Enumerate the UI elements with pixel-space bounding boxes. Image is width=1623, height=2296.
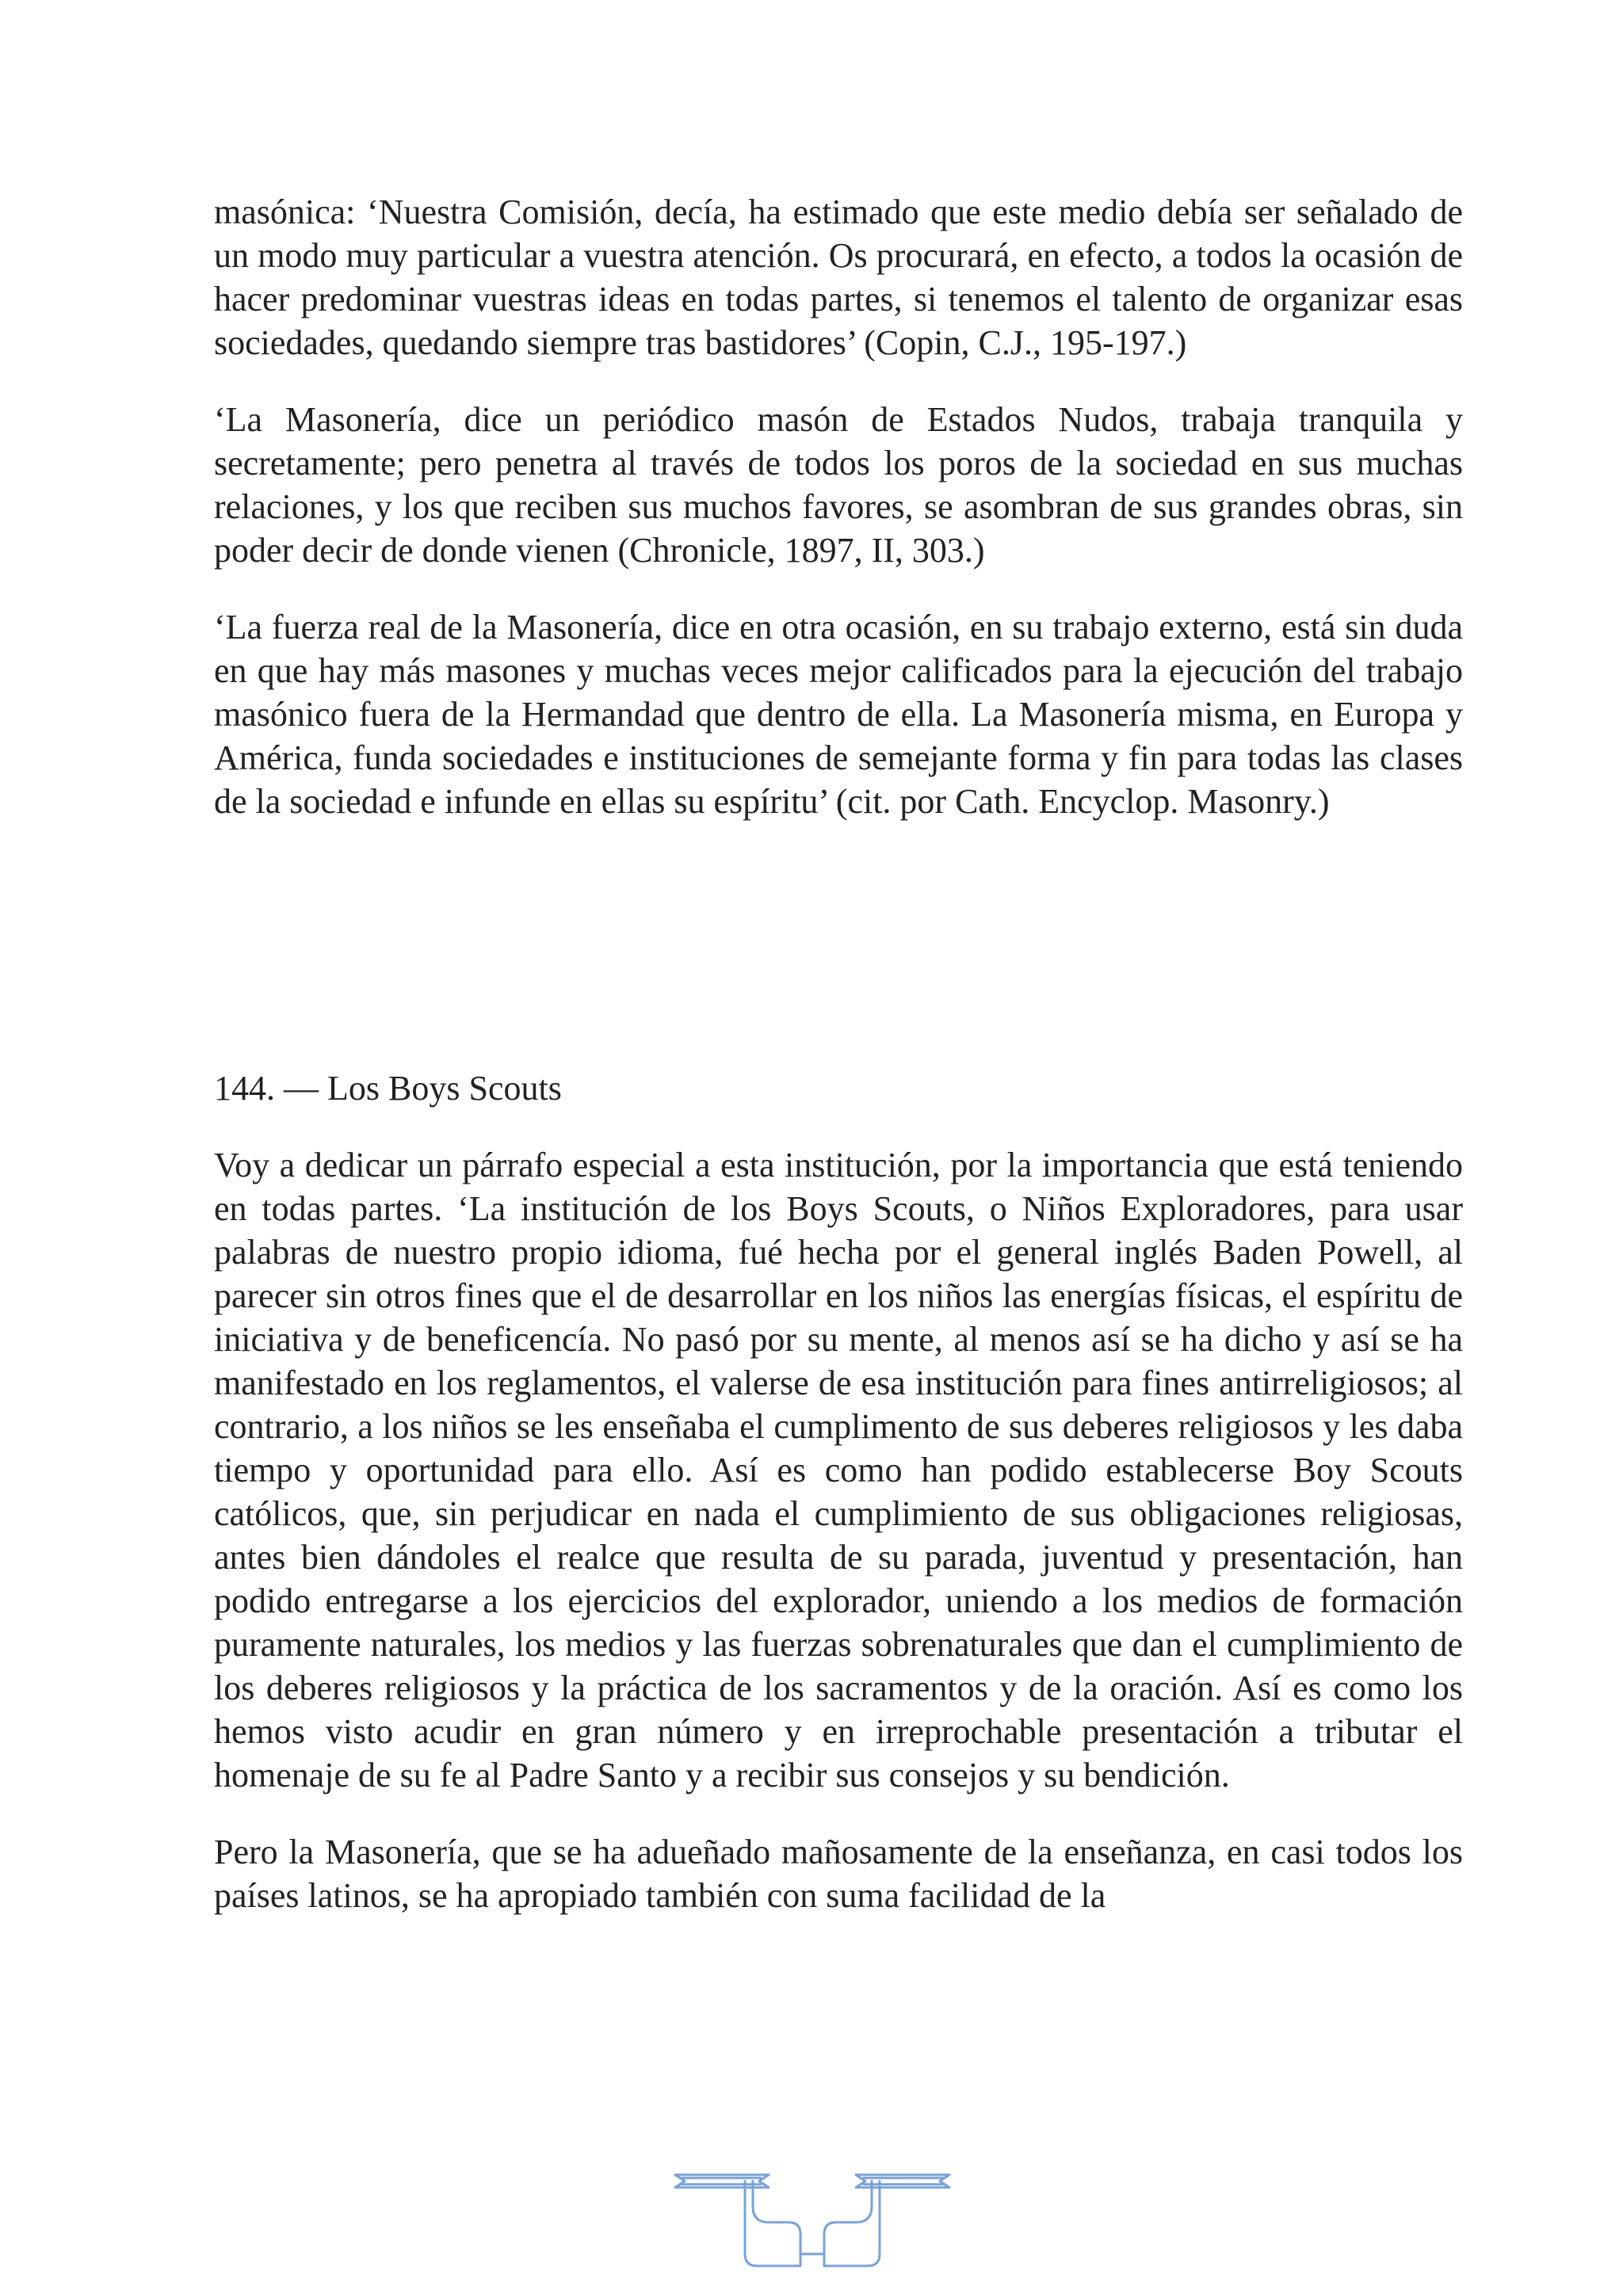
paragraph-4: Voy a dedicar un párrafo especial a esta institución, por la importancia que está teniendo en todas partes. ‘La institución de los Boys Scouts, o Niños Exploradores, para usar palabras de nuestro propio idioma, fué hecha por el general inglés Baden Powell, al parecer sin otros fines que el de desarrollar en los niños las energías físicas, el espíritu de iniciativa y de beneficencía. No pasó por su mente, al menos así se ha dicho y así se ha manifestado en los reglamentos, el valerse de esa institución para fines antirreligiosos; al contrario, a los niños se les enseñaba el cumplimento de sus deberes religiosos y les daba tiempo y oportunidad para ello. Así es como han podido establecerse Boy Scouts católicos, que, sin perjudicar en nada el cumplimiento de sus obligaciones religiosas, antes bien dándoles el realce que resulta de su parada, juventud y presentación, han podido entregarse a los ejercicios del explorador, uniendo a los medios de formación puramente naturales, los medios y las fuerzas sobrenaturales que dan el cumplimiento de los deberes religiosos y la práctica de los sacramentos y de la oración. Así es como los hemos visto acudir en gran número y en irreprochable presentación a tributar el homenaje de su fe al Padre Santo y a recibir sus consejos y su bendición. (214, 1146, 1463, 1794)
section-spacer (214, 856, 1463, 1066)
paragraph-1: masónica: ‘Nuestra Comisión, decía, ha estimado que este medio debía ser señalado de un modo muy particular a vuestra atención. Os procurará, en efecto, a todos la ocasión de hacer predominar vuestras ideas en todas partes, si tenemos el talento de organizar esas sociedades, quedando siempre tras bastidores’ (Copin, C.J., 195-197.) (214, 193, 1463, 362)
document-page (214, 190, 1463, 1951)
section-heading: 144. — Los Boys Scouts (214, 1069, 562, 1108)
paragraph-5: Pero la Masonería, que se ha adueñado mañosamente de la enseñanza, en casi todos los países latinos, se ha apropiado también con suma facilidad de la (214, 1833, 1463, 1915)
paragraph-3: ‘La fuerza real de la Masonería, dice en otra ocasión, en su trabajo externo, está sin duda en que hay más masones y muchas veces mejor calificados para la ejecución del trabajo masónico fuera de la Hermandad que dentro de ella. La Masonería misma, en Europa y América, funda sociedades e instituciones de semejante forma y fin para todas las clases de la sociedad e infunde en ellas su espíritu’ (cit. por Cath. Encyclop. Masonry.) (214, 608, 1463, 821)
page-number-ornament-icon (674, 2167, 951, 2270)
paragraph-2: ‘La Masonería, dice un periódico masón de Estados Nudos, trabaja tranquila y secretamente; pero penetra al través de todos los poros de la sociedad en sus muchas relaciones, y los que reciben sus muchos favores, se asombran de sus grandes obras, sin poder decir de donde vienen (Chronicle, 1897, II, 303.) (214, 400, 1463, 570)
